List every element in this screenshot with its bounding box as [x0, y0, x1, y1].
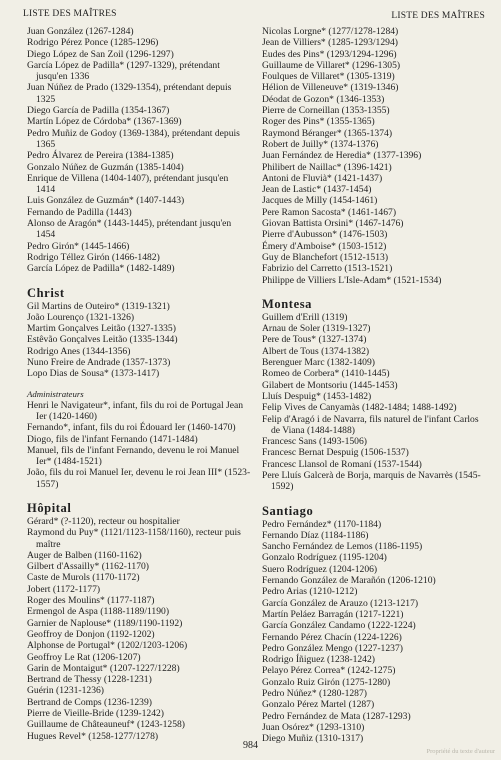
- list-item: Jean de Villiers* (1285-1293/1294): [262, 37, 398, 49]
- list-item: Martín Peláez Barragán (1217-1221): [262, 608, 404, 620]
- list-item: Juan Fernández de Heredia* (1377-1396): [262, 150, 422, 162]
- list-item: Hélion de Villeneuve* (1319-1346): [262, 82, 399, 94]
- list-item: jusqu'en 1336: [36, 71, 90, 83]
- list-item: Martim Gonçalves Leitão (1327-1335): [27, 323, 176, 335]
- list-item: Philippe de Villiers L'Isle-Adam* (1521-1534): [262, 274, 442, 286]
- list-item: Ier (1420-1460): [36, 410, 98, 422]
- list-item: Hugues Revel* (1258-1277/1278): [27, 730, 159, 742]
- list-item: Pere Ramon Sacosta* (1461-1467): [262, 206, 397, 218]
- list-item: de Viana (1484-1488): [271, 424, 355, 436]
- list-item: García González de Arauzo (1213-1217): [262, 597, 419, 609]
- list-item: Gonzalo Pérez Martel (1287): [262, 699, 375, 711]
- right-top-list: [262, 26, 494, 286]
- list-item: Pedro Muñiz de Godoy (1369-1384), prétendant depuis: [27, 127, 240, 139]
- list-item: Émery d'Amboise* (1503-1512): [262, 240, 387, 252]
- list-item: Lopo Dias de Sousa* (1373-1417): [27, 368, 160, 380]
- list-item: Gonzalo Ruiz Girón (1275-1280): [262, 676, 391, 688]
- list-item: García López de Padilla* (1297-1329), prétendant: [27, 59, 220, 71]
- list-item: Bertrand de Thessy (1228-1231): [27, 674, 152, 686]
- list-item: Romeo de Corbera* (1410-1445): [262, 368, 390, 380]
- list-item: Pedro Fernández de Mata (1287-1293): [262, 710, 411, 722]
- list-item: Robert de Juilly* (1374-1376): [262, 138, 379, 150]
- list-item: Francesc Bernat Despuig (1506-1537): [262, 447, 409, 459]
- list-item: 1365: [36, 138, 56, 150]
- list-item: Jobert (1172-1177): [27, 583, 101, 595]
- list-item: Rodrigo Anes (1344-1356): [27, 345, 131, 357]
- list-item: García González Candamo (1222-1224): [262, 620, 416, 632]
- list-item: Jean de Lastic* (1437-1454): [262, 184, 372, 196]
- list-item: Juan Núñez de Prado (1329-1354), prétendant depuis: [27, 82, 232, 94]
- list-item: Raymond du Puy* (1121/1123-1158/1160), recteur puis: [27, 527, 241, 539]
- list-item: Nuno Freire de Andrade (1357-1373): [27, 357, 171, 369]
- list-item: García López de Padilla* (1482-1489): [27, 263, 175, 275]
- section-title-santiago: Santiago: [262, 503, 314, 518]
- list-item: Lluís Despuig* (1453-1482): [262, 390, 372, 402]
- list-item: Pedro Álvarez de Pereira (1384-1385): [27, 150, 174, 162]
- list-item: Garin de Montaigut* (1207-1227/1228): [27, 662, 180, 674]
- list-item: Diego López de San Zoil (1296-1297): [27, 48, 174, 60]
- list-item: Diego García de Padilla (1354-1367): [27, 105, 170, 117]
- list-item: Diogo, fils de l'infant Fernando (1471-1484): [27, 433, 198, 445]
- list-item: João, fils du roi Manuel Ier, devenu le roi Jean III* (1523-: [27, 467, 251, 479]
- list-item: Raymond Béranger* (1365-1374): [262, 127, 393, 139]
- list-item: Caste de Murols (1170-1172): [27, 572, 140, 584]
- list-item: Ermengol de Aspa (1188-1189/1190): [27, 606, 170, 618]
- list-item: 1592): [271, 481, 294, 493]
- list-item: Felip d'Aragó i de Navarra, fils naturel de l'infant Carlos: [262, 413, 479, 425]
- list-item: Luis González de Guzmán* (1407-1443): [27, 195, 185, 207]
- list-item: Jacques de Milly (1454-1461): [262, 195, 378, 207]
- christ-list: [27, 301, 245, 380]
- list-item: Suero Rodríguez (1204-1206): [262, 563, 378, 575]
- list-item: João Lourenço (1321-1326): [27, 311, 135, 323]
- list-item: Gil Martins de Outeiro* (1319-1321): [27, 300, 170, 312]
- list-item: Gonzalo Núñez de Guzmán (1385-1404): [27, 161, 184, 173]
- list-item: Francesc Sans (1493-1506): [262, 436, 367, 448]
- list-item: Henri le Navigateur*, infant, fils du roi de Portugal Jean: [27, 399, 244, 411]
- list-item: Gilbert d'Assailly* (1162-1170): [27, 561, 149, 573]
- section-title-montesa: Montesa: [262, 296, 313, 311]
- left-column: [27, 26, 251, 742]
- list-item: Nicolas Lorgne* (1277/1278-1284): [262, 26, 399, 37]
- list-item: Albert de Tous (1374-1382): [262, 345, 370, 357]
- subhead-administrateurs: Administrateurs: [27, 388, 84, 399]
- list-item: Pierre d'Aubusson* (1476-1503): [262, 229, 388, 241]
- list-item: Giovan Battista Orsini* (1467-1476): [262, 218, 404, 230]
- list-item: Pere de Tous* (1327-1374): [262, 334, 367, 346]
- list-item: Pere Lluís Galcerà de Borja, marquis de Navarrès (1545-: [262, 469, 481, 481]
- list-item: Estêvão Gonçalves Leitão (1335-1344): [27, 334, 178, 346]
- list-item: Diego Muñiz (1310-1317): [262, 733, 364, 745]
- list-item: Pedro González Mengo (1227-1237): [262, 642, 403, 654]
- list-item: Rodrigo Pérez Ponce (1285-1296): [27, 37, 159, 49]
- list-item: Pedro Fernández* (1170-1184): [262, 518, 382, 530]
- list-item: Guillaume de Châteauneuf* (1243-1258): [27, 719, 185, 731]
- list-item: Eudes des Pins* (1293/1294-1296): [262, 48, 397, 60]
- list-item: Berenguer Marc (1382-1409): [262, 357, 375, 369]
- list-item: Garnier de Naplouse* (1189/1190-1192): [27, 617, 183, 629]
- watermark: Propriété du texte d'auteur: [426, 748, 495, 755]
- running-header-right: LISTE DES MAÎTRES: [391, 11, 485, 21]
- list-item: 1454: [36, 229, 56, 241]
- list-item: Foulques de Villaret* (1305-1319): [262, 71, 395, 83]
- list-item: Enrique de Villena (1404-1407), prétendant jusqu'en: [27, 172, 229, 184]
- list-item: Fernando Díaz (1184-1186): [262, 529, 369, 541]
- list-item: Gérard* (?-1120), recteur ou hospitalier: [27, 515, 180, 527]
- montesa-list: [262, 312, 494, 493]
- santiago-list: [262, 519, 494, 745]
- list-item: Martín López de Córdoba* (1367-1369): [27, 116, 182, 128]
- list-item: Rodrigo Téllez Girón (1466-1482): [27, 251, 160, 263]
- list-item: Fabrizio del Carretto (1513-1521): [262, 263, 393, 275]
- left-top-list: [27, 26, 245, 275]
- list-item: Pierre de Vieille-Bride (1239-1242): [27, 708, 164, 720]
- section-title-christ: Christ: [27, 285, 65, 300]
- list-item: Felip Vives de Canyamàs (1482-1484; 1488-1492): [262, 402, 457, 414]
- page-number: 984: [243, 740, 258, 751]
- list-item: Philibert de Naillac* (1396-1421): [262, 161, 392, 173]
- list-item: Arnau de Soler (1319-1327): [262, 323, 371, 335]
- hopital-list: [27, 516, 245, 742]
- list-item: Guy de Blanchefort (1512-1513): [262, 251, 389, 263]
- list-item: Sancho Fernández de Lemos (1186-1195): [262, 541, 423, 553]
- list-item: Guillaume de Villaret* (1296-1305): [262, 59, 401, 71]
- list-item: Manuel, fils de l'infant Fernando, devenu le roi Manuel: [27, 444, 240, 456]
- list-item: Antoni de Fluvià* (1421-1437): [262, 172, 383, 184]
- christ-admin-list: [27, 399, 251, 490]
- list-item: Fernando Pérez Chacín (1224-1226): [262, 631, 402, 643]
- list-item: Rodrigo Íñiguez (1238-1242): [262, 654, 375, 666]
- list-item: Bertrand de Comps (1236-1239): [27, 696, 152, 708]
- list-item: Auger de Balben (1160-1162): [27, 549, 142, 561]
- list-item: Guillem d'Erill (1319): [262, 311, 348, 323]
- list-item: Pedro Arias (1210-1212): [262, 586, 358, 598]
- list-item: Geoffroy Le Rat (1206-1207): [27, 651, 141, 663]
- list-item: maître: [36, 538, 61, 550]
- list-item: Roger des Moulins* (1177-1187): [27, 595, 155, 607]
- list-item: Gilabert de Montsoriu (1445-1453): [262, 379, 398, 391]
- list-item: Ier* (1484-1521): [36, 456, 102, 468]
- list-item: Pierre de Corneillan (1353-1355): [262, 105, 390, 117]
- list-item: Alphonse de Portugal* (1202/1203-1206): [27, 640, 188, 652]
- right-column: [262, 26, 494, 745]
- list-item: Roger des Pins* (1355-1365): [262, 116, 375, 128]
- section-title-hopital: Hôpital: [27, 500, 72, 515]
- list-item: Déodat de Gozon* (1346-1353): [262, 93, 385, 105]
- list-item: Alonso de Aragón* (1443-1445), prétendant jusqu'en: [27, 218, 232, 230]
- list-item: 1414: [36, 184, 56, 196]
- list-item: Francesc Llansol de Romaní (1537-1544): [262, 458, 422, 470]
- list-item: Fernando de Padilla (1443): [27, 206, 132, 218]
- list-item: Fernando*, infant, fils du roi Édouard Ier (1460-1470): [27, 422, 236, 434]
- list-item: Pedro Núñez* (1280-1287): [262, 688, 367, 700]
- list-item: Fernando González de Marañón (1206-1210): [262, 575, 436, 587]
- list-item: Pelayo Pérez Correa* (1242-1275): [262, 665, 396, 677]
- list-item: 1325: [36, 93, 56, 105]
- list-item: Guérin (1231-1236): [27, 685, 104, 697]
- running-header-left: LISTE DES MAÎTRES: [23, 9, 117, 19]
- list-item: Juan Osórez* (1293-1310): [262, 721, 365, 733]
- list-item: 1557): [36, 478, 59, 490]
- list-item: Geoffroy de Donjon (1192-1202): [27, 628, 155, 640]
- list-item: Pedro Girón* (1445-1466): [27, 240, 130, 252]
- list-item: Gonzalo Rodríguez (1195-1204): [262, 552, 387, 564]
- list-item: Juan González (1267-1284): [27, 26, 134, 37]
